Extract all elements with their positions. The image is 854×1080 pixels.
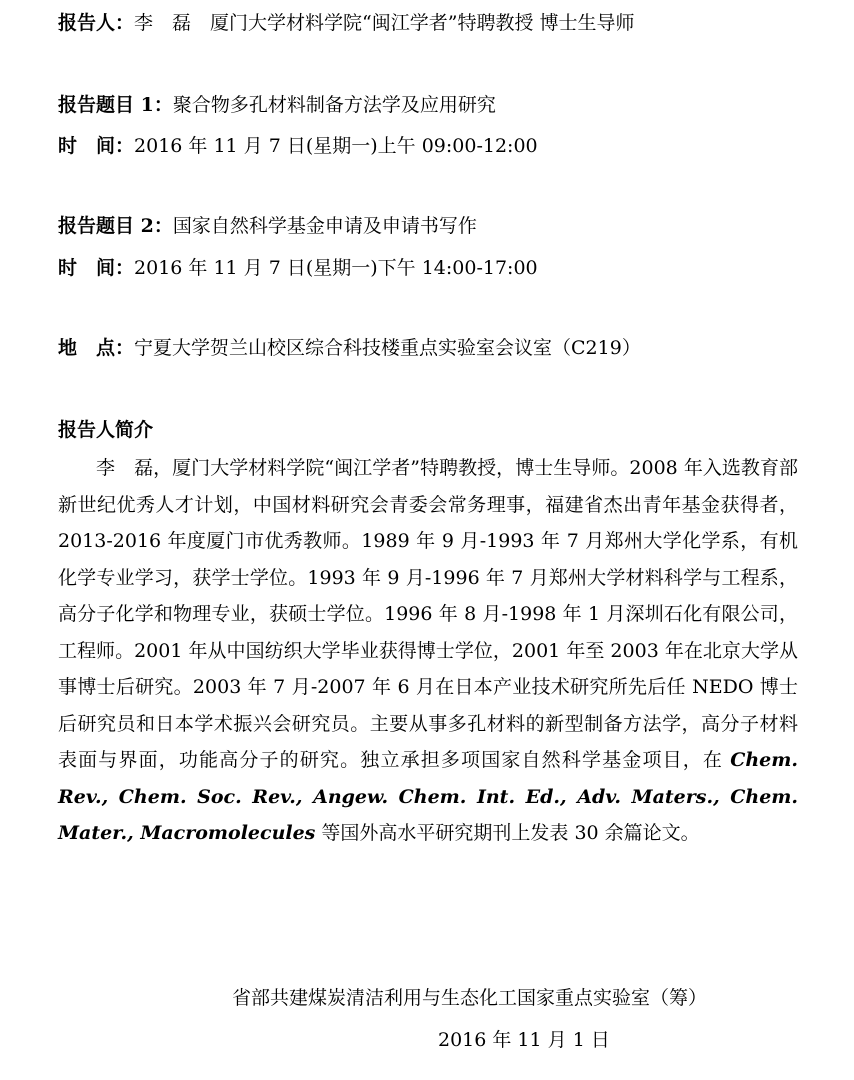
talk1-title-line [58, 93, 496, 117]
signature-date: 2016 年 11 月 1 日 [438, 1029, 610, 1051]
location-value: 宁夏大学贺兰山校区综合科技楼重点实验室会议室（C219） [134, 337, 641, 359]
reporter-label: 报告人： [58, 12, 135, 34]
location-label: 地 点： [58, 337, 135, 359]
talk2-time: 2016 年 11 月 7 日(星期一)下午 14:00-17:00 [134, 257, 538, 279]
talk2-title-line [58, 214, 477, 238]
location-line [58, 336, 641, 360]
talk1-title: 聚合物多孔材料制备方法学及应用研究 [172, 94, 496, 116]
bio-paragraph [58, 450, 798, 852]
talk2-time-line [58, 256, 538, 280]
talk1-title-label: 报告题目 1： [58, 94, 173, 116]
talk1-time: 2016 年 11 月 7 日(星期一)上午 09:00-12:00 [134, 135, 538, 157]
talk2-time-label: 时 间： [58, 257, 135, 279]
bio-text-after: 等国外高水平研究期刊上发表 30 余篇论文。 [315, 822, 700, 844]
reporter-line [58, 11, 634, 35]
bio-text-before: 李 磊，厦门大学材料学院“闽江学者”特聘教授，博士生导师。2008 年入选教育部新世纪优秀人才计划，中国材料研究会青委会常务理事，福建省杰出青年基金获得者，2013-2016 年度厦门市优秀教师。1989 年 9 月-1993 年 7 月郑州大学化学系，有机化学专业学习，获学士学位。1993 年 9 月-1996 年 7 月郑州大学材料科学与工程系，高分子化学和物理专业，获硕士学位。1996 年 8 月-1998 年 1 月深圳石化有限公司，工程师。2001 年从中国纺织大学毕业获得博士学位，2001 年至 2003 年在北京大学从事博士后研究。2003 年 7 月-2007 年 6 月在日本产业技术研究所先后任 NEDO 博士后研究员和日本学术振兴会研究员。主要从事多孔材料的新型制备方法学，高分子材料表面与界面，功能高分子的研究。独立承担多项国家自然科学基金项目，在 [58, 457, 798, 771]
bio-journals: Chem. Rev., Chem. Soc. Rev., Angew. Chem. Int. Ed., Adv. Maters., Chem. Mater., Macromolecules [58, 749, 798, 844]
signature-organization: 省部共建煤炭清洁利用与生态化工国家重点实验室（筹） [232, 987, 708, 1009]
bio-heading: 报告人简介 [58, 419, 154, 441]
talk2-title: 国家自然科学基金申请及申请书写作 [172, 215, 477, 237]
talk1-time-label: 时 间： [58, 135, 135, 157]
talk1-time-line [58, 134, 538, 158]
reporter-value: 李 磊 厦门大学材料学院“闽江学者”特聘教授 博士生导师 [134, 12, 635, 34]
talk2-title-label: 报告题目 2： [58, 215, 173, 237]
